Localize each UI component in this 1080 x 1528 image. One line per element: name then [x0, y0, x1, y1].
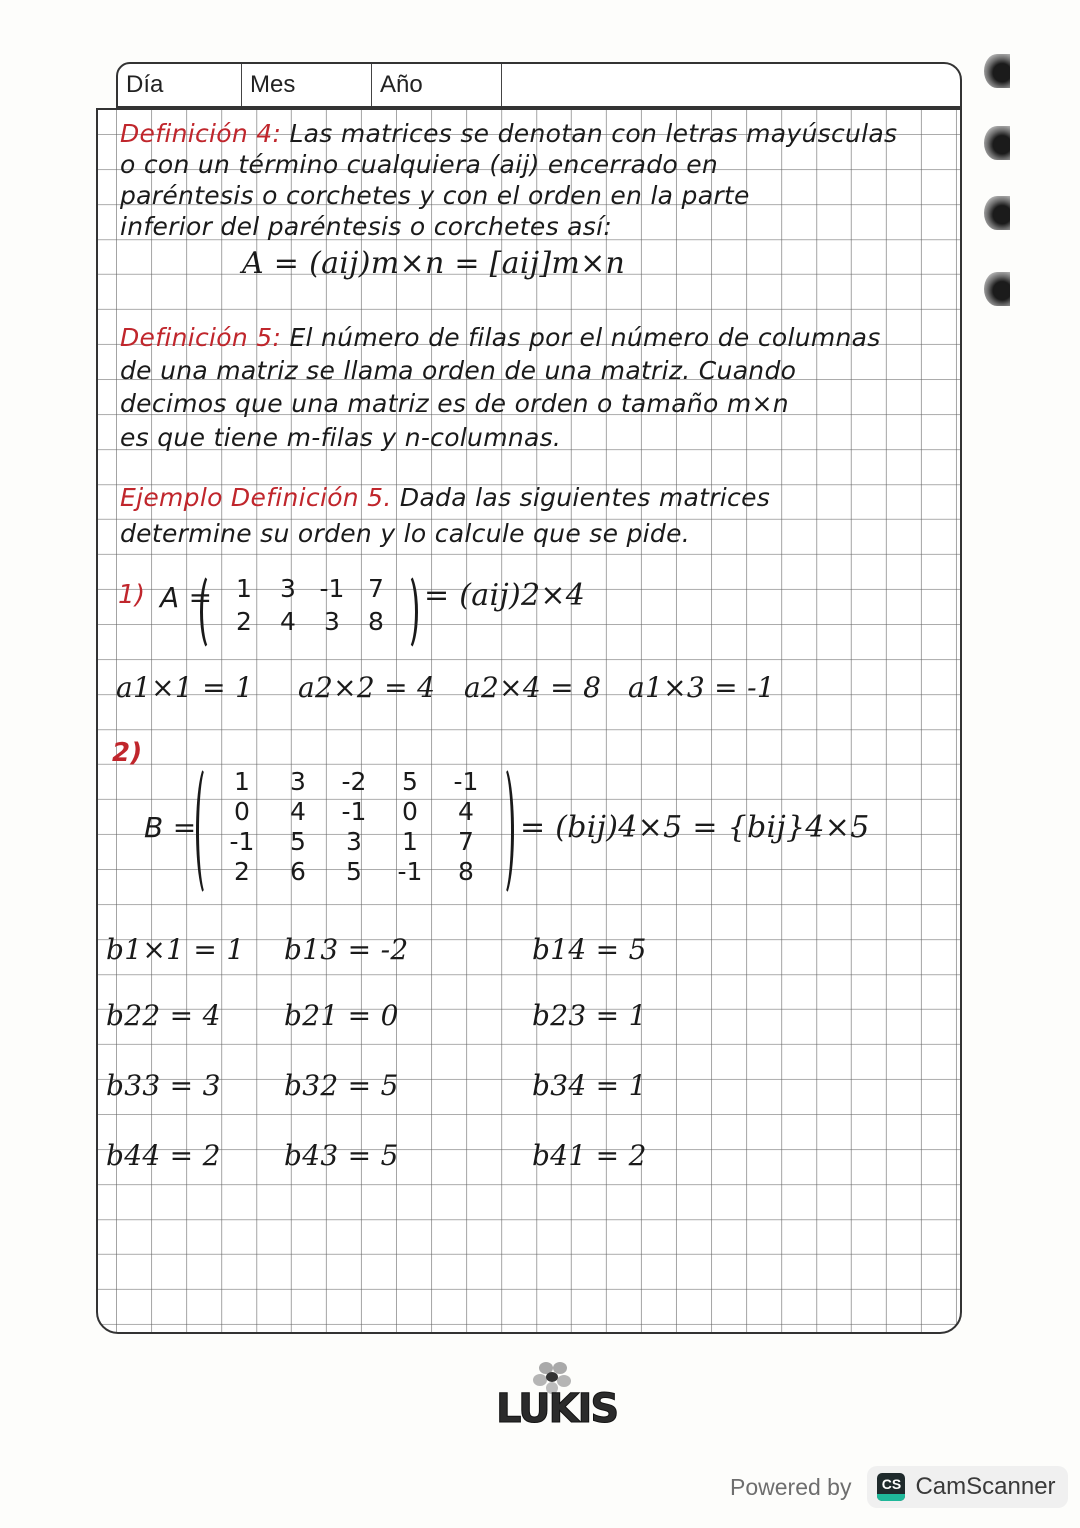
spiral-ring — [984, 272, 1010, 306]
matrix-b-cell: 1 — [402, 827, 418, 856]
matrix-b-cell: 5 — [402, 767, 418, 796]
definition-5-line-3: decimos que una matriz es de orden o tamaño m×n — [120, 389, 789, 418]
day-label: Día — [118, 64, 242, 106]
spiral-ring — [984, 54, 1010, 88]
powered-by-label: Powered by — [730, 1473, 852, 1500]
matrix-a-cell: 7 — [368, 574, 384, 603]
matrix-b-cell: 5 — [290, 827, 306, 856]
matrix-a-cell: -1 — [319, 574, 345, 603]
spiral-ring — [984, 196, 1010, 230]
b-result: b13 = -2 — [284, 933, 409, 966]
definition-4-line-4: inferior del paréntesis o corchetes así: — [120, 212, 613, 241]
a-result-1: a1×1 = 1 — [116, 671, 254, 704]
definition-5-line-1: Definición 5: El número de filas por el número de columnas — [120, 323, 881, 352]
matrix-b-cell: 5 — [346, 857, 362, 886]
camscanner-logo-icon: CS — [877, 1473, 905, 1501]
definition-4-line-2: o con un término cualquiera (aij) encerrado en — [120, 150, 719, 179]
b-result: b32 = 5 — [284, 1069, 399, 1102]
camscanner-watermark — [730, 1466, 1068, 1508]
matrix-b-cell: -2 — [341, 767, 367, 796]
definition-5-line-2: de una matriz se llama orden de una matriz. Cuando — [120, 356, 797, 385]
b-result: b23 = 1 — [532, 999, 647, 1032]
spiral-ring — [984, 126, 1010, 160]
matrix-b-cell: -1 — [453, 767, 479, 796]
camscanner-name: CamScanner — [915, 1473, 1056, 1500]
definition-4-formula: A = (aij)m×n = [aij]m×n — [242, 246, 626, 281]
b-result: b44 = 2 — [106, 1139, 221, 1172]
matrix-b-cell: 3 — [346, 827, 362, 856]
matrix-b-cell: -1 — [341, 797, 367, 826]
definition-4-line-3: paréntesis o corchetes y con el orden en la parte — [120, 181, 750, 210]
matrix-b-cell: 1 — [234, 767, 250, 796]
matrix-b-cell: -1 — [229, 827, 255, 856]
matrix-b-cell: 8 — [458, 857, 474, 886]
year-label: Año — [372, 64, 502, 106]
example-line-1: Ejemplo Definición 5. Dada las siguientes matrices — [120, 483, 771, 512]
a-result-4: a1×3 = -1 — [628, 671, 776, 704]
matrix-b-cell: 3 — [290, 767, 306, 796]
b-result: b34 = 1 — [532, 1069, 647, 1102]
b-result: b33 = 3 — [106, 1069, 221, 1102]
matrix-b-cell: 7 — [458, 827, 474, 856]
example-title: Ejemplo Definición 5. — [120, 483, 392, 512]
item-2-number: 2) — [112, 738, 143, 768]
definition-5-title: Definición 5: — [120, 323, 282, 352]
month-label: Mes — [242, 64, 372, 106]
matrix-b-cell: 0 — [402, 797, 418, 826]
matrix-b-cell: 4 — [290, 797, 306, 826]
camscanner-badge — [867, 1466, 1067, 1508]
grid-sheet — [96, 108, 962, 1334]
matrix-a — [222, 574, 398, 636]
matrix-a-cell: 4 — [280, 607, 296, 636]
item-1-number: 1) — [118, 580, 146, 610]
matrix-b-cell: 0 — [234, 797, 250, 826]
b-result: b14 = 5 — [532, 933, 647, 966]
notebook-brand-logo — [496, 1360, 616, 1440]
matrix-a-left-paren — [200, 572, 218, 652]
matrix-b-left-paren — [196, 764, 214, 898]
matrix-b-cell: 6 — [290, 857, 306, 886]
matrix-a-label: A = — [160, 581, 213, 614]
b-result: b43 = 5 — [284, 1139, 399, 1172]
b-result: b1×1 = 1 — [106, 933, 245, 966]
matrix-a-cell: 1 — [236, 574, 252, 603]
example-line-2: determine su orden y lo calcule que se pide. — [120, 519, 691, 548]
date-header — [116, 62, 962, 108]
matrix-b-label: B = — [144, 811, 197, 844]
matrix-a-cell: 3 — [324, 607, 340, 636]
definition-5-line-4: es que tiene m-filas y n-columnas. — [120, 423, 562, 452]
matrix-b — [214, 768, 494, 886]
brand-text: LUKIS — [496, 1386, 618, 1432]
matrix-a-cell: 2 — [236, 607, 252, 636]
b-result: b21 = 0 — [284, 999, 399, 1032]
matrix-a-cell: 8 — [368, 607, 384, 636]
definition-4-title: Definición 4: — [120, 119, 282, 148]
matrix-b-cell: 4 — [458, 797, 474, 826]
a-result-2: a2×2 = 4 — [298, 671, 436, 704]
matrix-b-cell: 2 — [234, 857, 250, 886]
b-result: b41 = 2 — [532, 1139, 647, 1172]
matrix-a-order: = (aij)2×4 — [424, 578, 586, 613]
definition-4-line-1: Definición 4: Las matrices se denotan con letras mayúsculas — [120, 119, 898, 148]
a-result-3: a2×4 = 8 — [464, 671, 602, 704]
matrix-b-cell: -1 — [397, 857, 423, 886]
b-result: b22 = 4 — [106, 999, 221, 1032]
matrix-b-order: = (bij)4×5 = {bij}4×5 — [520, 810, 870, 845]
matrix-a-cell: 3 — [280, 574, 296, 603]
date-blank-field — [502, 64, 960, 106]
